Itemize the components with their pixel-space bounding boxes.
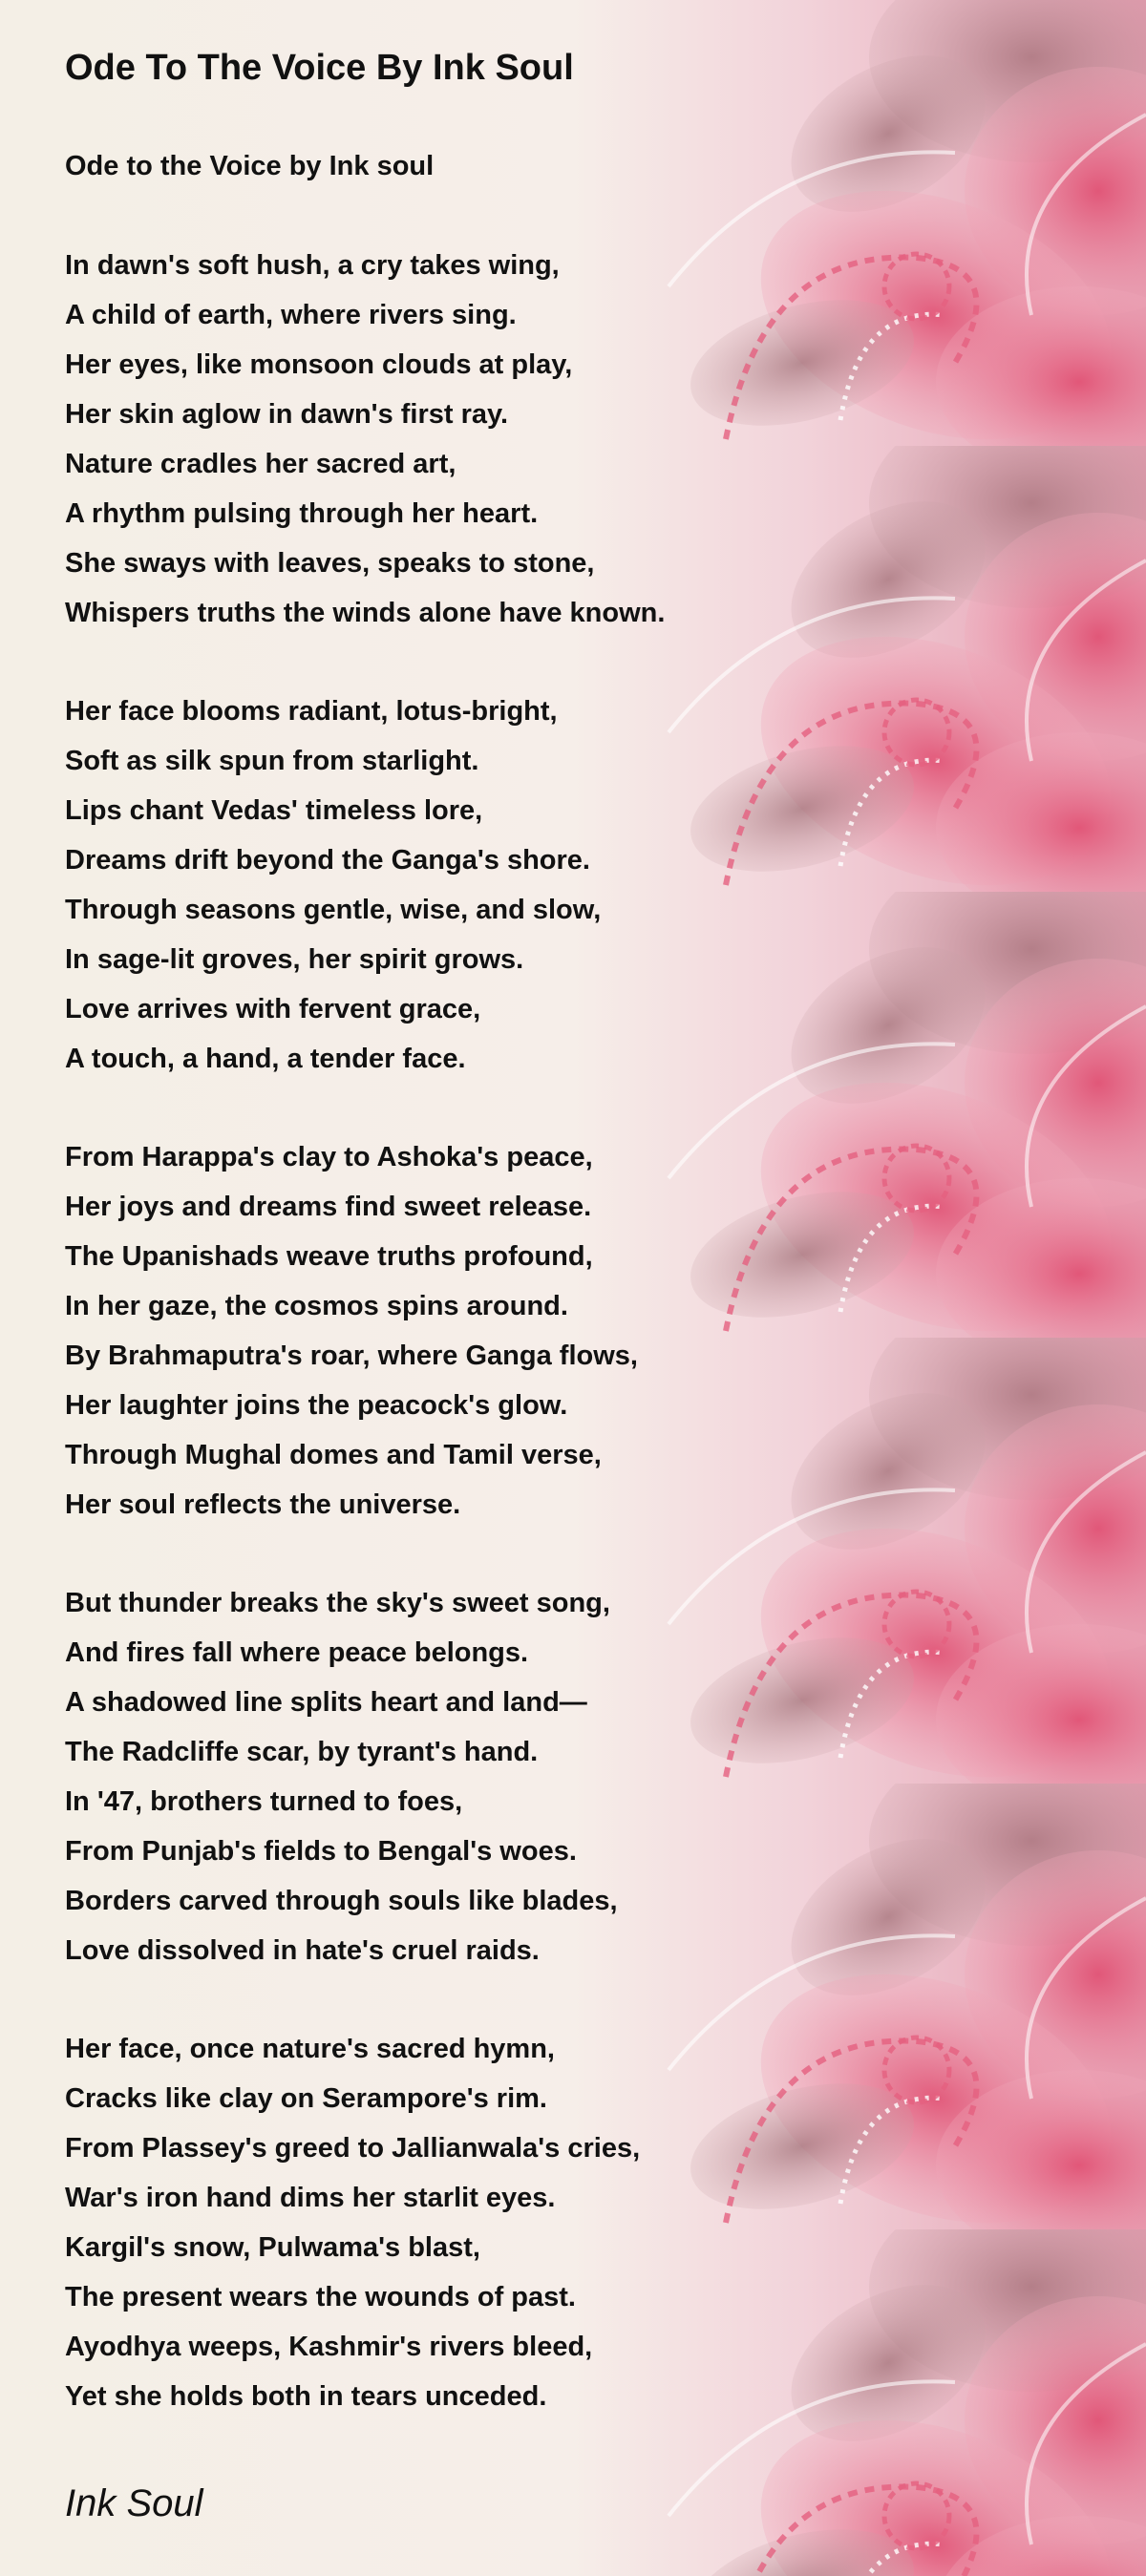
poem-line: Kargil's snow, Pulwama's blast, — [65, 2232, 480, 2263]
poem-line: A touch, a hand, a tender face. — [65, 1044, 466, 1074]
poem-line: Nature cradles her sacred art, — [65, 449, 456, 479]
poem-line: From Punjab's fields to Bengal's woes. — [65, 1836, 577, 1867]
poem-line: Through Mughal domes and Tamil verse, — [65, 1440, 602, 1470]
poem-line: Her face, once nature's sacred hymn, — [65, 2034, 555, 2064]
stanza-4 — [65, 1578, 618, 1975]
poem-line: In her gaze, the cosmos spins around. — [65, 1291, 568, 1321]
stanza-5 — [65, 2024, 640, 2421]
poem-line: The present wears the wounds of past. — [65, 2282, 576, 2312]
poem-line: Her eyes, like monsoon clouds at play, — [65, 349, 573, 380]
poem-line: She sways with leaves, speaks to stone, — [65, 548, 595, 579]
poem-line: A child of earth, where rivers sing. — [65, 300, 517, 330]
poem-line: The Radcliffe scar, by tyrant's hand. — [65, 1737, 539, 1767]
stanza-3 — [65, 1132, 638, 1530]
poem-line: Whispers truths the winds alone have known. — [65, 598, 666, 628]
poem-line: Love dissolved in hate's cruel raids. — [65, 1935, 540, 1966]
poem-line: In dawn's soft hush, a cry takes wing, — [65, 250, 560, 281]
poem-line: From Harappa's clay to Ashoka's peace, — [65, 1142, 593, 1172]
poem-line: Borders carved through souls like blades, — [65, 1886, 618, 1916]
poem-line: Ayodhya weeps, Kashmir's rivers bleed, — [65, 2332, 593, 2362]
poem-line: Love arrives with fervent grace, — [65, 994, 481, 1024]
poem-line: From Plassey's greed to Jallianwala's cries, — [65, 2133, 641, 2164]
poem-line: Her soul reflects the universe. — [65, 1489, 461, 1520]
poem-line: Soft as silk spun from starlight. — [65, 746, 479, 776]
poem-line: Lips chant Vedas' timeless lore, — [65, 795, 483, 826]
poem-line: Cracks like clay on Serampore's rim. — [65, 2083, 547, 2114]
poem-line: In '47, brothers turned to foes, — [65, 1786, 463, 1817]
poem-line: But thunder breaks the sky's sweet song, — [65, 1588, 610, 1618]
poem-line: Through seasons gentle, wise, and slow, — [65, 895, 602, 925]
stanza-2 — [65, 686, 601, 1084]
poem-line: War's iron hand dims her starlit eyes. — [65, 2183, 556, 2213]
poem-line: Her joys and dreams find sweet release. — [65, 1192, 592, 1222]
stanza-1 — [65, 241, 665, 638]
poem-line: And fires fall where peace belongs. — [65, 1637, 529, 1668]
poem-line: In sage-lit groves, her spirit grows. — [65, 944, 524, 975]
poem-line: Her skin aglow in dawn's first ray. — [65, 399, 509, 430]
poem-subtitle: Ode to the Voice by Ink soul — [65, 151, 435, 181]
poem-line: Her face blooms radiant, lotus-bright, — [65, 696, 558, 727]
poem-author: Ink Soul — [65, 2482, 203, 2524]
poem-line: Yet she holds both in tears unceded. — [65, 2381, 547, 2412]
poem-line: Her laughter joins the peacock's glow. — [65, 1390, 568, 1421]
poem-line: A shadowed line splits heart and land— — [65, 1687, 587, 1718]
poem-line: By Brahmaputra's roar, where Ganga flows, — [65, 1341, 638, 1371]
poem-line: A rhythm pulsing through her heart. — [65, 498, 539, 529]
poem-line: The Upanishads weave truths profound, — [65, 1241, 593, 1272]
poem-line: Dreams drift beyond the Ganga's shore. — [65, 845, 590, 876]
poem-title: Ode To The Voice By Ink Soul — [65, 48, 574, 88]
